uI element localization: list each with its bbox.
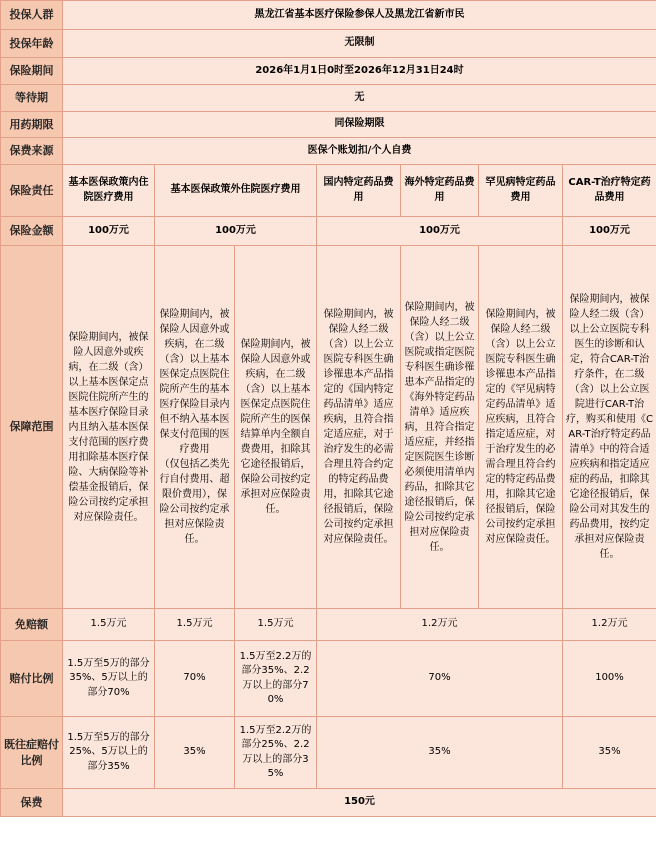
liability-col-domestic-drug: 国内特定药品费用 [317,165,401,217]
value-insured-group: 黑龙江省基本医疗保险参保人及黑龙江省新市民 [63,1,656,30]
liability-col-inner-hospital: 基本医保政策内住院医疗费用 [63,165,155,217]
preexisting-special-drugs: 35% [317,717,563,789]
row-period [1,58,656,85]
scope-self-paid-text: 保险期间内，被保险人因意外或疾病，在二级（含）以上基本医保定点医院住院所产生的医保结算单内全额自费费用，扣除其它途径报销后，保险公司按约定承担对应保险责任。 [240,339,311,515]
value-premium: 150元 [63,789,656,817]
value-premium-source: 医保个账划扣/个人自费 [63,138,656,165]
preexisting-car-t: 35% [563,717,656,789]
liability-col-overseas-drug: 海外特定药品费用 [401,165,479,217]
deductible-outer-hospital: 1.5万元 [155,609,235,641]
scope-domestic-drug [317,246,401,609]
preexisting-outer-hospital: 35% [155,717,235,789]
label-insure-age: 投保年龄 [1,30,63,58]
deductible-inner-hospital: 1.5万元 [63,609,155,641]
amount-special-drugs: 100万元 [317,217,563,246]
label-waiting: 等待期 [1,85,63,112]
liability-col-outer-hospital: 基本医保政策外住院医疗费用 [155,165,317,217]
ratio-inner-hospital: 1.5万至5万的部分35%、5万以上的部分70% [63,641,155,717]
row-drug-period [1,112,656,138]
amount-inner-hospital: 100万元 [63,217,155,246]
deductible-self-paid: 1.5万元 [235,609,317,641]
label-period: 保险期间 [1,58,63,85]
row-waiting [1,85,656,112]
scope-domestic-drug-text: 保险期间内，被保险人经二级（含）以上公立医院专科医生确诊罹患本产品指定的《国内特定药品清单》适应疾病，且符合指定适应症，对于治疗发生的必需合理且符合约定的特定药品费用，扣除其它途径报销后，保险公司按约定承担对应保险责任。 [323,309,394,545]
ratio-car-t: 100% [563,641,656,717]
liability-col-rare-disease-drug: 罕见病特定药品费用 [479,165,563,217]
row-scope [1,246,656,609]
row-preexisting [1,717,656,789]
ratio-outer-hospital: 70% [155,641,235,717]
preexisting-inner-hospital: 1.5万至5万的部分25%、5万以上的部分35% [63,717,155,789]
row-insured-group [1,1,656,30]
label-insured-group: 投保人群 [1,1,63,30]
row-deductible [1,609,656,641]
label-liability: 保险责任 [1,165,63,217]
scope-car-t-drug [563,246,656,609]
scope-rare-disease-drug [479,246,563,609]
scope-rare-disease-drug-text: 保险期间内，被保险人经二级（含）以上公立医院专科医生确诊罹患本产品指定的《罕见病特定药品清单》适应疾病，且符合指定适应症，对于治疗发生的必需合理且符合约定的特定药品费用，扣除其它途径报销后，保险公司按约定承担对应保险责任。 [485,309,556,545]
deductible-special-drugs: 1.2万元 [317,609,563,641]
label-premium-source: 保费来源 [1,138,63,165]
scope-car-t-drug-text: 保险期间内，被保险人经二级（含）以上公立医院专科医生的诊断和认定，符合CAR-T治疗条件，在二级（含）以上公立医院进行CAR-T治疗，购买和使用《CAR-T治疗特定药品清单》中的符合适应疾病和指定适应症的药品，扣除其它途径报销后，保险公司对其发生的药品费用，按约定承担对应保险责任。 [566,294,653,560]
deductible-car-t: 1.2万元 [563,609,656,641]
ratio-self-paid: 1.5万至2.2万的部分35%、2.2万以上的部分70% [235,641,317,717]
scope-inner-hospital-text: 保险期间内，被保险人因意外或疾病，在二级（含）以上基本医保定点医院住院所产生的基本医疗保险目录内且纳入基本医保支付范围的医疗费用扣除基本医疗保险、大病保险等补偿基金报销后，保险公司按约定承担对应保险责任。 [68,331,149,523]
row-insure-age [1,30,656,58]
ratio-special-drugs: 70% [317,641,563,717]
row-premium [1,789,656,817]
label-ratio: 赔付比例 [1,641,63,717]
value-insure-age: 无限制 [63,30,656,58]
liability-col-car-t-drug: CAR-T治疗特定药品费用 [563,165,656,217]
row-amount [1,217,656,246]
scope-outer-hospital [155,246,235,609]
value-drug-period: 同保险期限 [63,112,656,138]
scope-self-paid [235,246,317,609]
label-amount: 保险金额 [1,217,63,246]
amount-outer-hospital: 100万元 [155,217,317,246]
scope-outer-hospital-text: 保险期间内，被保险人因意外或疾病，在二级（含）以上基本医保定点医院住院所产生的基本医疗保险目录内但不纳入基本医保支付范围的医疗费用 （仅包括乙类先行自付费用、超限价费用），保险公司按约定承担对应保险责任。 [159,309,230,545]
row-liability [1,165,656,217]
value-waiting: 无 [63,85,656,112]
preexisting-self-paid: 1.5万至2.2万的部分25%、2.2万以上的部分35% [235,717,317,789]
scope-inner-hospital [63,246,155,609]
label-drug-period: 用药期限 [1,112,63,138]
row-premium-source [1,138,656,165]
scope-overseas-drug [401,246,479,609]
row-ratio [1,641,656,717]
label-preexisting: 既往症赔付比例 [1,717,63,789]
scope-overseas-drug-text: 保险期间内，被保险人经二级（含）以上公立医院或指定医院专科医生确诊罹患本产品指定的《海外特定药品清单》适应疾病，且符合指定适应症，并经指定医院医生诊断必须使用清单内药品，扣除其它途径报销后，保险公司按约定承担对应保险责任。 [404,301,475,553]
value-period: 2026年1月1日0时至2026年12月31日24时 [63,58,656,85]
label-premium: 保费 [1,789,63,817]
label-scope: 保障范围 [1,246,63,609]
amount-car-t: 100万元 [563,217,656,246]
label-deductible: 免赔额 [1,609,63,641]
